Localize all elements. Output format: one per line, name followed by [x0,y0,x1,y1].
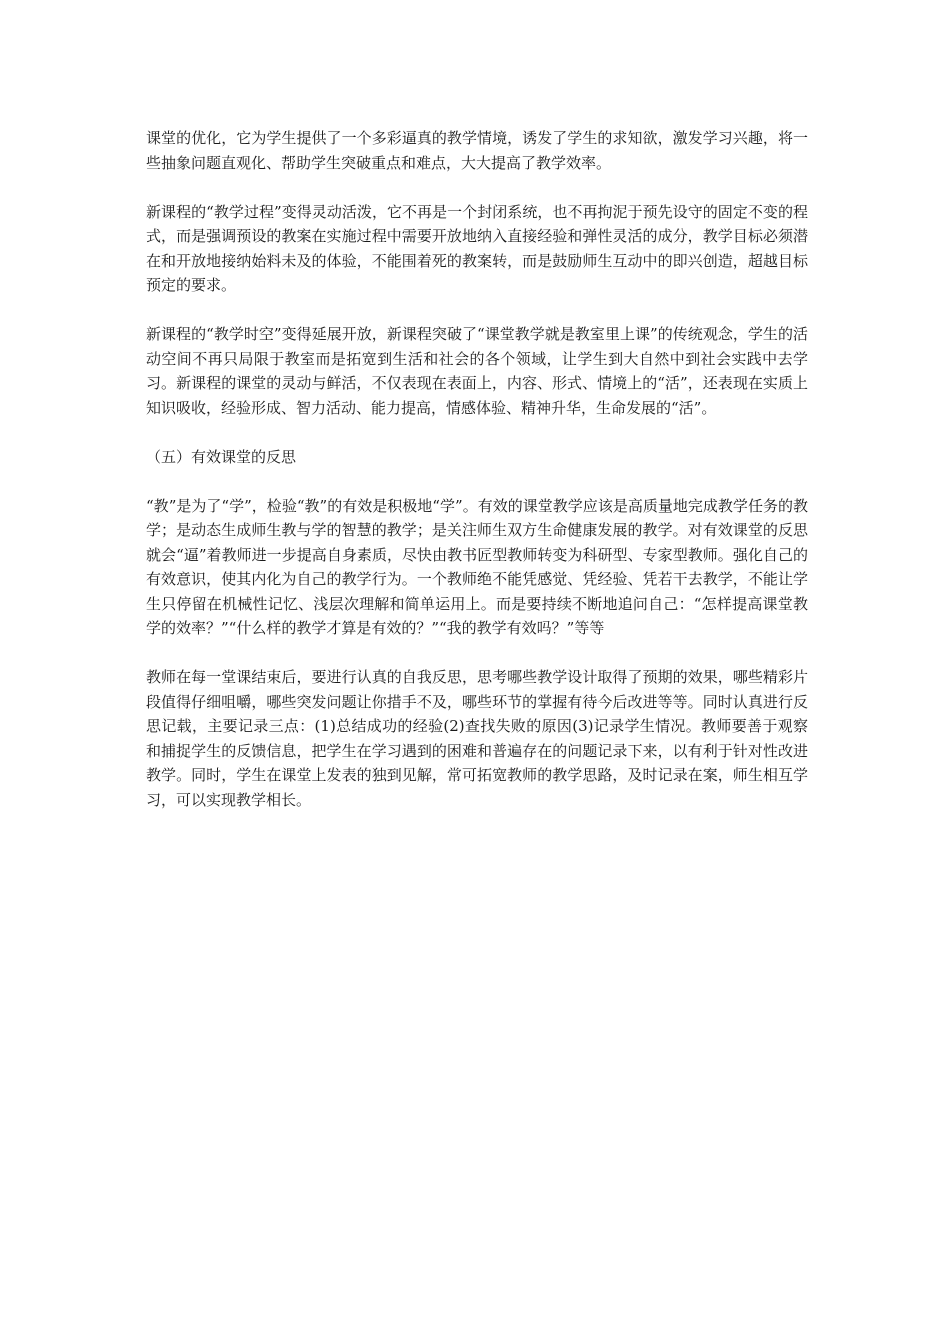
paragraph-classroom-optimization: 课堂的优化，它为学生提供了一个多彩逼真的教学情境，诱发了学生的求知欲，激发学习兴趣，将一些抽象问题直观化、帮助学生突破重点和难点，大大提高了教学效率。 [146,129,808,172]
paragraph-teaching-time-space: 新课程的“教学时空”变得延展开放，新课程突破了“课堂教学就是教室里上课”的传统观念，学生的活动空间不再只局限于教室而是拓宽到生活和社会的各个领域，让学生到大自然中到社会实践中去学习。新课程的课堂的灵动与鲜活，不仅表现在表面上，内容、形式、情境上的“活”，还表现在实质上知识吸收，经验形成、智力活动、能力提高，情感体验、精神升华，生命发展的“活”。 [146,325,808,417]
paragraph-self-reflection: 教师在每一堂课结束后，要进行认真的自我反思，思考哪些教学设计取得了预期的效果，哪些精彩片段值得仔细咀嚼，哪些突发问题让你措手不及，哪些环节的掌握有待今后改进等等。同时认真进行反思记载，主要记录三点：(1)总结成功的经验(2)查找失败的原因(3)记录学生情况。教师要善于观察和捕捉学生的反馈信息，把学生在学习遇到的困难和普遍存在的问题记录下来，以有利于针对性改进教学。同时，学生在课堂上发表的独到见解，常可拓宽教师的教学思路，及时记录在案，师生相互学习，可以实现教学相长。 [146,668,808,809]
paragraph-effective-reflection: “教”是为了“学”，检验“教”的有效是积极地“学”。有效的课堂教学应该是高质量地完成教学任务的教学；是动态生成师生教与学的智慧的教学；是关注师生双方生命健康发展的教学。对有效课堂的反思就会“逼”着教师进一步提高自身素质，尽快由教书匠型教师转变为科研型、专家型教师。强化自己的有效意识，使其内化为自己的教学行为。一个教师绝不能凭感觉、凭经验、凭若干去教学，不能让学生只停留在机械性记忆、浅层次理解和简单运用上。而是要持续不断地追问自己：“怎样提高课堂教学的效率？”“什么样的教学才算是有效的？”“我的教学有效吗？”等等 [146,496,808,637]
paragraph-teaching-process: 新课程的“教学过程”变得灵动活泼，它不再是一个封闭系统，也不再拘泥于预先设守的固定不变的程式，而是强调预设的教案在实施过程中需要开放地纳入直接经验和弹性灵活的成分，教学目标必须潜在和开放地接纳始料未及的体验，不能围着死的教案转，而是鼓励师生互动中的即兴创造，超越目标预定的要求。 [146,202,808,294]
section-heading: （五）有效课堂的反思 [146,447,297,466]
document-body [146,126,808,837]
